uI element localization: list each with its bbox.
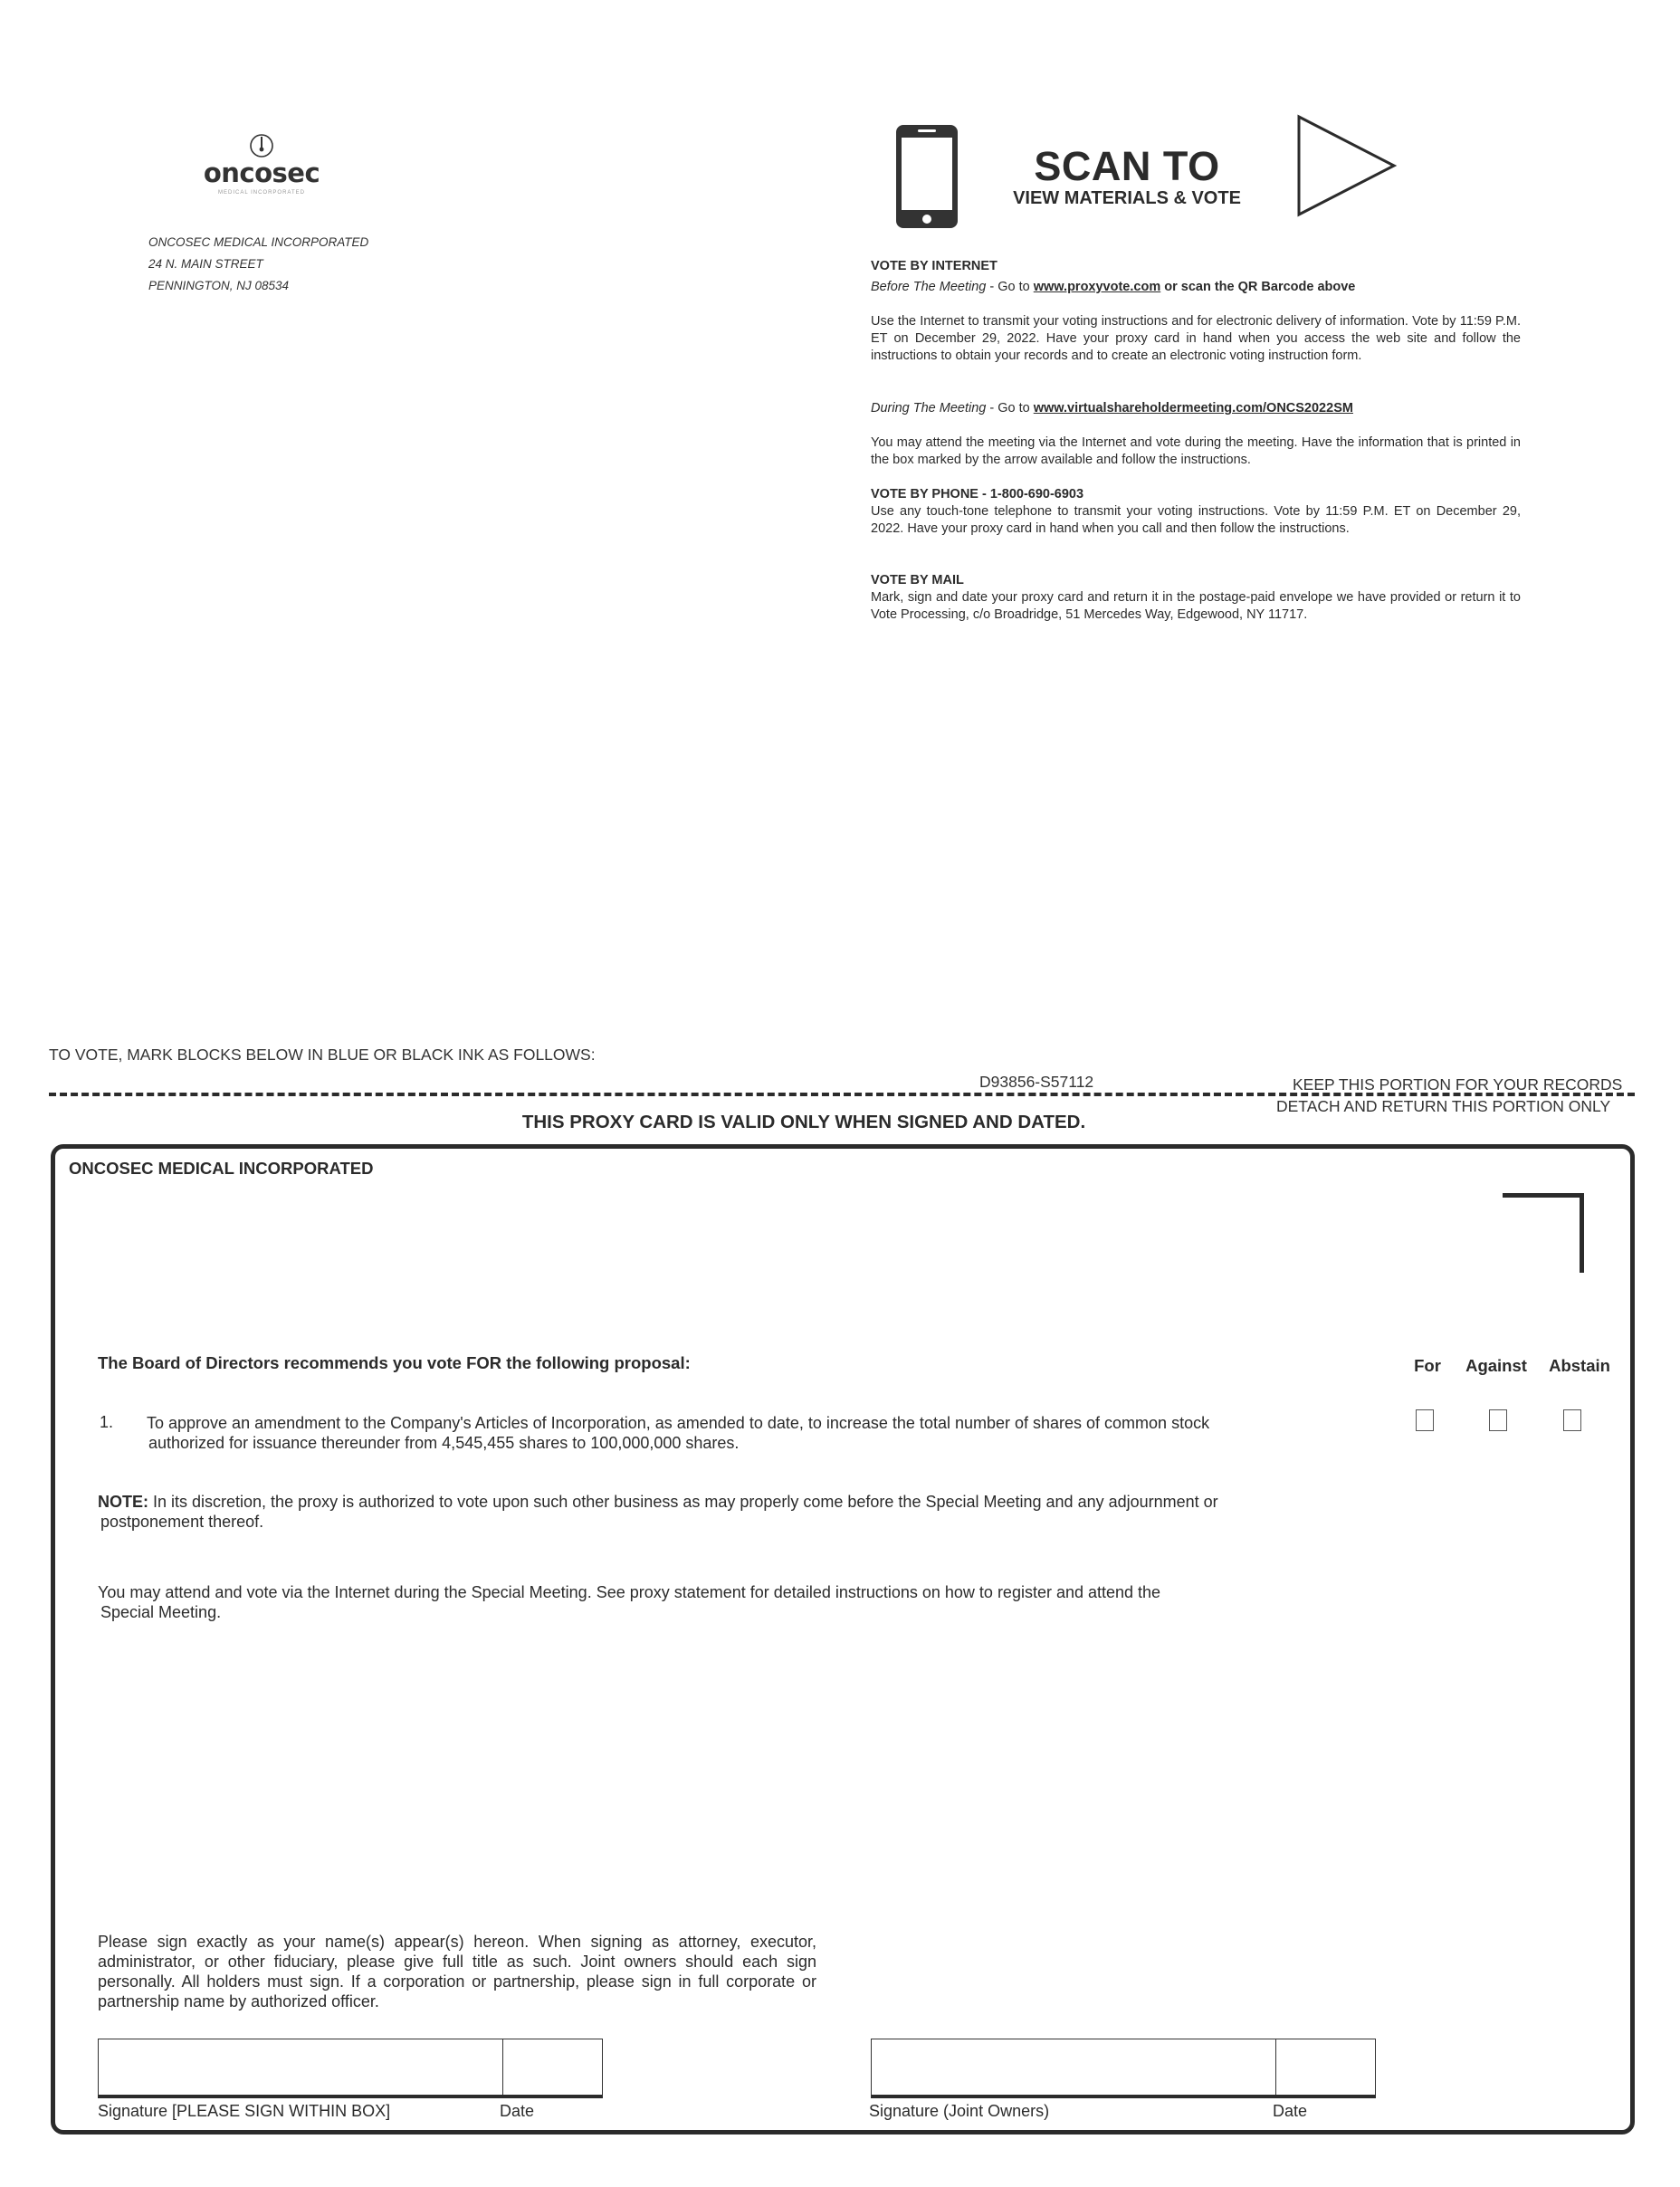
note-text — [98, 1492, 1329, 1532]
oncosec-logo — [194, 132, 329, 196]
qr-instruction: or scan the QR Barcode above — [1160, 280, 1356, 294]
signature-date-label: Date — [500, 2102, 535, 2120]
mark-instruction: TO VOTE, MARK BLOCKS BELOW IN BLUE OR BLACK INK AS FOLLOWS: — [49, 1046, 596, 1064]
during-goto-text: - Go to — [986, 401, 1034, 415]
proxyvote-link[interactable]: www.proxyvote.com — [1033, 280, 1161, 294]
keep-portion-text: KEEP THIS PORTION FOR YOUR RECORDS — [1293, 1075, 1623, 1094]
signature-box[interactable] — [98, 2039, 603, 2098]
board-recommendation: The Board of Directors recommends you vote FOR the following proposal: — [98, 1353, 691, 1372]
column-header-against: Against — [1465, 1356, 1527, 1375]
joint-signature-label: Signature (Joint Owners) — [869, 2102, 1050, 2120]
signing-instructions: Please sign exactly as your name(s) appear(s) hereon. When signing as attorney, executor, administrator, or other fiduciary, please give full title as such. Joint owners should each sign personally. All holders must sign. If a corporation or partnership, please sign in full corporate or partnership name by authorized officer. — [98, 1933, 816, 2010]
signature-date-divider — [502, 2039, 503, 2095]
note-label: NOTE: — [98, 1493, 148, 1511]
logo-mark-icon — [248, 132, 275, 159]
internet-heading: VOTE BY INTERNET — [871, 259, 998, 273]
note-line-1: In its discretion, the proxy is authorized to vote upon such other business as may properly come before the Special Meeting and any adjournment or — [148, 1493, 1218, 1511]
detach-dashed-line — [49, 1093, 1635, 1096]
before-goto-text: - Go to — [986, 280, 1034, 294]
phone-body: Use any touch-tone telephone to transmit your voting instructions. Vote by 11:59 P.M. ET on December 29, 2022. Have your proxy card in hand when you call and then follow the instructions. — [871, 504, 1521, 536]
joint-date-label: Date — [1273, 2102, 1308, 2120]
attend-line-1: You may attend and vote via the Internet during the Special Meeting. See proxy statement for detailed instructions on how to register and attend the — [98, 1583, 1161, 1601]
attend-line-2: Special Meeting. — [100, 1603, 222, 1621]
vote-against-checkbox[interactable] — [1489, 1409, 1507, 1431]
internet-before-line — [871, 279, 1521, 296]
proposal-number: 1. — [100, 1413, 114, 1431]
smartphone-icon — [894, 123, 959, 230]
before-meeting-label: Before The Meeting — [871, 280, 987, 294]
logo-tagline: MEDICAL INCORPORATED — [217, 190, 305, 196]
column-header-for: For — [1414, 1356, 1441, 1375]
internet-during-line — [871, 400, 1521, 417]
internet-body: Use the Internet to transmit your voting instructions and for electronic delivery of information. Vote by 11:59 P.M. ET on December 29, 2022. Have your proxy card in hand when you access the web site and follow the instructions to obtain your records and to create an electronic voting instruction form. — [871, 314, 1521, 363]
sender-address-line-3: PENNINGTON, NJ 08534 — [148, 279, 290, 292]
detach-portion-text: DETACH AND RETURN THIS PORTION ONLY — [1276, 1097, 1611, 1115]
signature-label: Signature [PLEASE SIGN WITHIN BOX] — [98, 2102, 391, 2120]
valid-notice: THIS PROXY CARD IS VALID ONLY WHEN SIGNED AND DATED. — [521, 1112, 1086, 1132]
during-meeting-label: During The Meeting — [871, 401, 987, 415]
sender-address-line-2: 24 N. MAIN STREET — [148, 257, 263, 271]
card-company-name: ONCOSEC MEDICAL INCORPORATED — [69, 1159, 374, 1178]
vote-abstain-checkbox[interactable] — [1563, 1409, 1581, 1431]
joint-signature-box[interactable] — [871, 2039, 1376, 2098]
attend-text — [98, 1582, 1329, 1622]
mail-heading: VOTE BY MAIL — [871, 573, 964, 587]
logo-wordmark: oncosec — [203, 158, 320, 188]
triangle-arrow-icon — [1296, 114, 1398, 217]
column-header-abstain: Abstain — [1549, 1356, 1610, 1375]
virtual-meeting-link[interactable]: www.virtualshareholdermeeting.com/ONCS2022SM — [1033, 401, 1353, 415]
corner-registration-mark — [1503, 1193, 1584, 1273]
control-code: D93856-S57112 — [979, 1073, 1094, 1091]
sender-address-line-1: ONCOSEC MEDICAL INCORPORATED — [148, 235, 369, 249]
scan-title: SCAN TO — [1034, 143, 1220, 189]
joint-signature-date-divider — [1275, 2039, 1276, 2095]
proposal-text — [147, 1413, 1323, 1453]
internet-during-body: You may attend the meeting via the Internet and vote during the meeting. Have the information that is printed in the box marked by the arrow available and follow the instructions. — [871, 435, 1521, 467]
note-line-2: postponement thereof. — [100, 1513, 264, 1531]
mail-body: Mark, sign and date your proxy card and return it in the postage-paid envelope we have provided or return it to Vote Processing, c/o Broadridge, 51 Mercedes Way, Edgewood, NY 11717. — [871, 590, 1521, 622]
vote-for-checkbox[interactable] — [1416, 1409, 1434, 1431]
proposal-line-2: authorized for issuance thereunder from 4,545,455 shares to 100,000,000 shares. — [148, 1434, 740, 1452]
proposal-line-1: To approve an amendment to the Company's Articles of Incorporation, as amended to date, to increase the total number of shares of common stock — [147, 1414, 1210, 1432]
scan-subtitle: VIEW MATERIALS & VOTE — [1013, 188, 1241, 208]
phone-heading: VOTE BY PHONE - 1-800-690-6903 — [871, 487, 1084, 501]
